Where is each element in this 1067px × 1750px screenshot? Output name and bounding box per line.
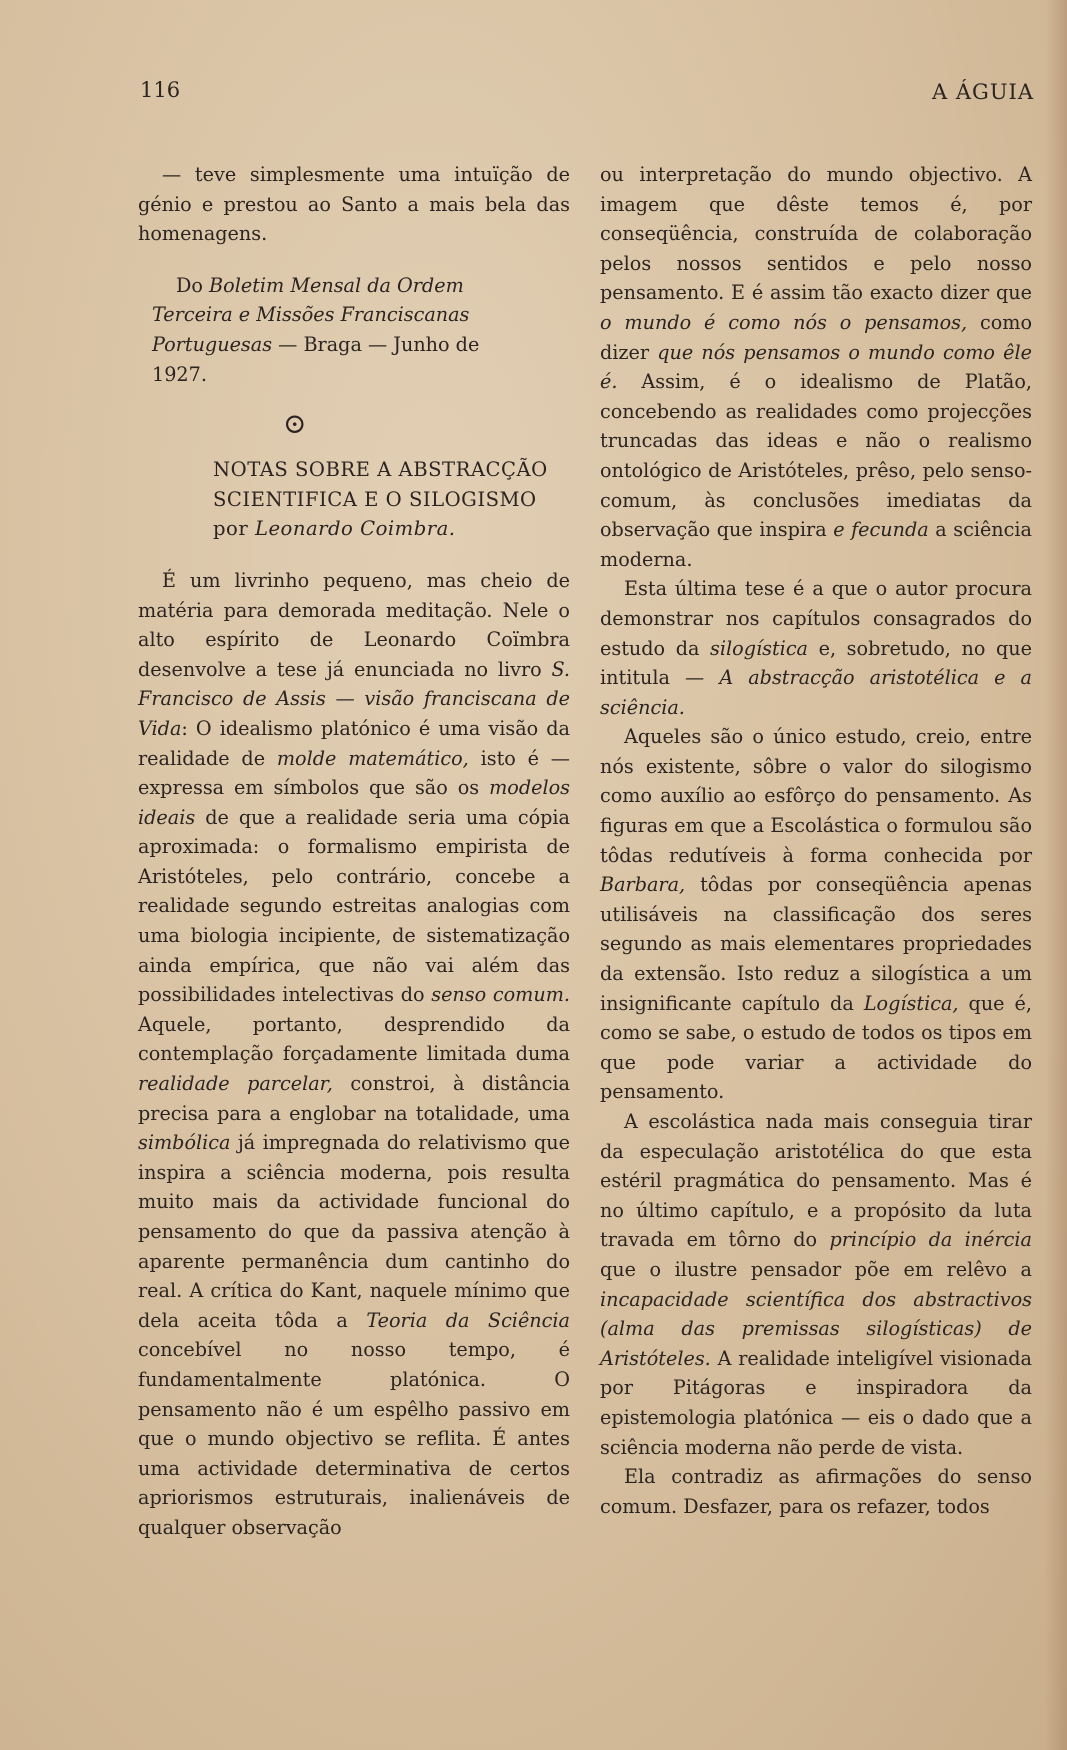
paragraph-common-sense: Ela contradiz as afirmações do senso comum. Desfazer, para os refazer, todos [600,1465,1032,1518]
running-title: A ÁGUIA [932,80,1034,104]
page-header [140,78,1034,108]
source-title: Boletim Mensal da Ordem Terceira e Missões Franciscanas Portuguesas [152,273,470,356]
paragraph-intro: — teve simplesmente uma intuïção de génio e prestou ao Santo a mais bela das homenagens. [138,163,570,246]
paragraph-thesis: Esta última tese é a que o autor procura demonstrar nos capítulos consagrados do estudo da silogística e, sobretudo, no que intitula — A abstracção aristotélica e a sciência. [600,577,1032,719]
section-ornament-icon: ⊙ [283,407,307,441]
right-column [600,160,1032,1521]
paragraph-review-body: É um livrinho pequeno, mas cheio de matéria para demorada meditação. Nele o alto espírito de Leonardo Coïmbra desenvolve a tese já enunciada no livro S. Francisco de Assis — visão franciscana de Vida: O idealismo platónico é uma visão da realidade de molde matemático, isto é — expressa em símbolos que são os modelos ideais de que a realidade seria uma cópia aproximada: o formalismo empirista de Aristóteles, pelo contrário, concebe a realidade segundo estreitas analogias com uma biologia incipiente, de sistematização ainda empírica, que não vai além das possibilidades intelectivas do senso comum. Aquele, portanto, desprendido da contemplação forçadamente limitada duma realidade parcelar, constroi, à distância precisa para a englobar na totalidade, uma simbólica já impregnada do relativismo que inspira a sciência moderna, pois resulta muito mais da actividade funcional do pensamento do que da passiva atenção à aparente permanência dum cantinho do real. A crítica do Kant, naquele mínimo que dela aceita tôda a Teoria da Sciência concebível no nosso tempo, é fundamentalmente platónica. O pensamento não é um espêlho passivo em que o mundo objectivo se reflita. É antes uma actividade determinativa de certos apriorismos estruturais, inalienáveis de qualquer observação [138,568,571,1539]
page-number: 116 [140,78,181,102]
paragraph-scholastic: A escolástica nada mais conseguia tirar da especulação aristotélica do que esta estéril pragmática do pensamento. Mas é no último capítulo, e a propósito da luta travada em tôrno do princípio da inércia que o ilustre pensador põe em relêvo a incapacidade scientífica dos abstractivos (alma das premissas silogísticas) de Aristóteles. A realidade inteligível visionada por Pitágoras e inspiradora da epistemologia platónica — eis o dado que a sciência moderna não perde de vista. [600,1110,1032,1459]
review-heading: NOTAS SOBRE A ABSTRACÇÃO SCIENTIFICA E O SILOGISMO por Leonardo Coimbra. [213,458,548,541]
paragraph-syllogism: Aqueles são o único estudo, creio, entre nós existente, sôbre o valor do silogismo como auxílio ao esfôrço do pensamento. As figuras em que a Escolástica o formulou são tôdas redutíveis à forma conhecida por Barbara, tôdas por conseqüência apenas utilisáveis na classificação dos seres segundo as mais elementares propriedades da extensão. Isto reduz a silogística a um insignificante capítulo da Logística, que é, como se sabe, o estudo de todos os tipos em que pode variar a actividade do pensamento. [600,725,1033,1104]
source-citation: Do Boletim Mensal da Ordem Terceira e Missões Franciscanas Portuguesas — Braga — Junho de 1927. [152,273,480,386]
left-column [138,160,570,1543]
review-author: Leonardo Coimbra. [254,517,456,541]
page-edge-shadow [1045,0,1067,1750]
paragraph-continuation: ou interpretação do mundo objectivo. A imagem que dêste temos é, por conseqüência, construída de colaboração pelos nossos sentidos e pelo nosso pensamento. E é assim tão exacto dizer que o mundo é como nós o pensamos, como dizer que nós pensamos o mundo como êle é. Assim, é o idealismo de Platão, concebendo as realidades como projecções truncadas das ideas e não o realismo ontológico de Aristóteles, prêso, pelo senso-comum, às conclusões imediatas da observação que inspira e fecunda a sciência moderna. [600,163,1032,571]
